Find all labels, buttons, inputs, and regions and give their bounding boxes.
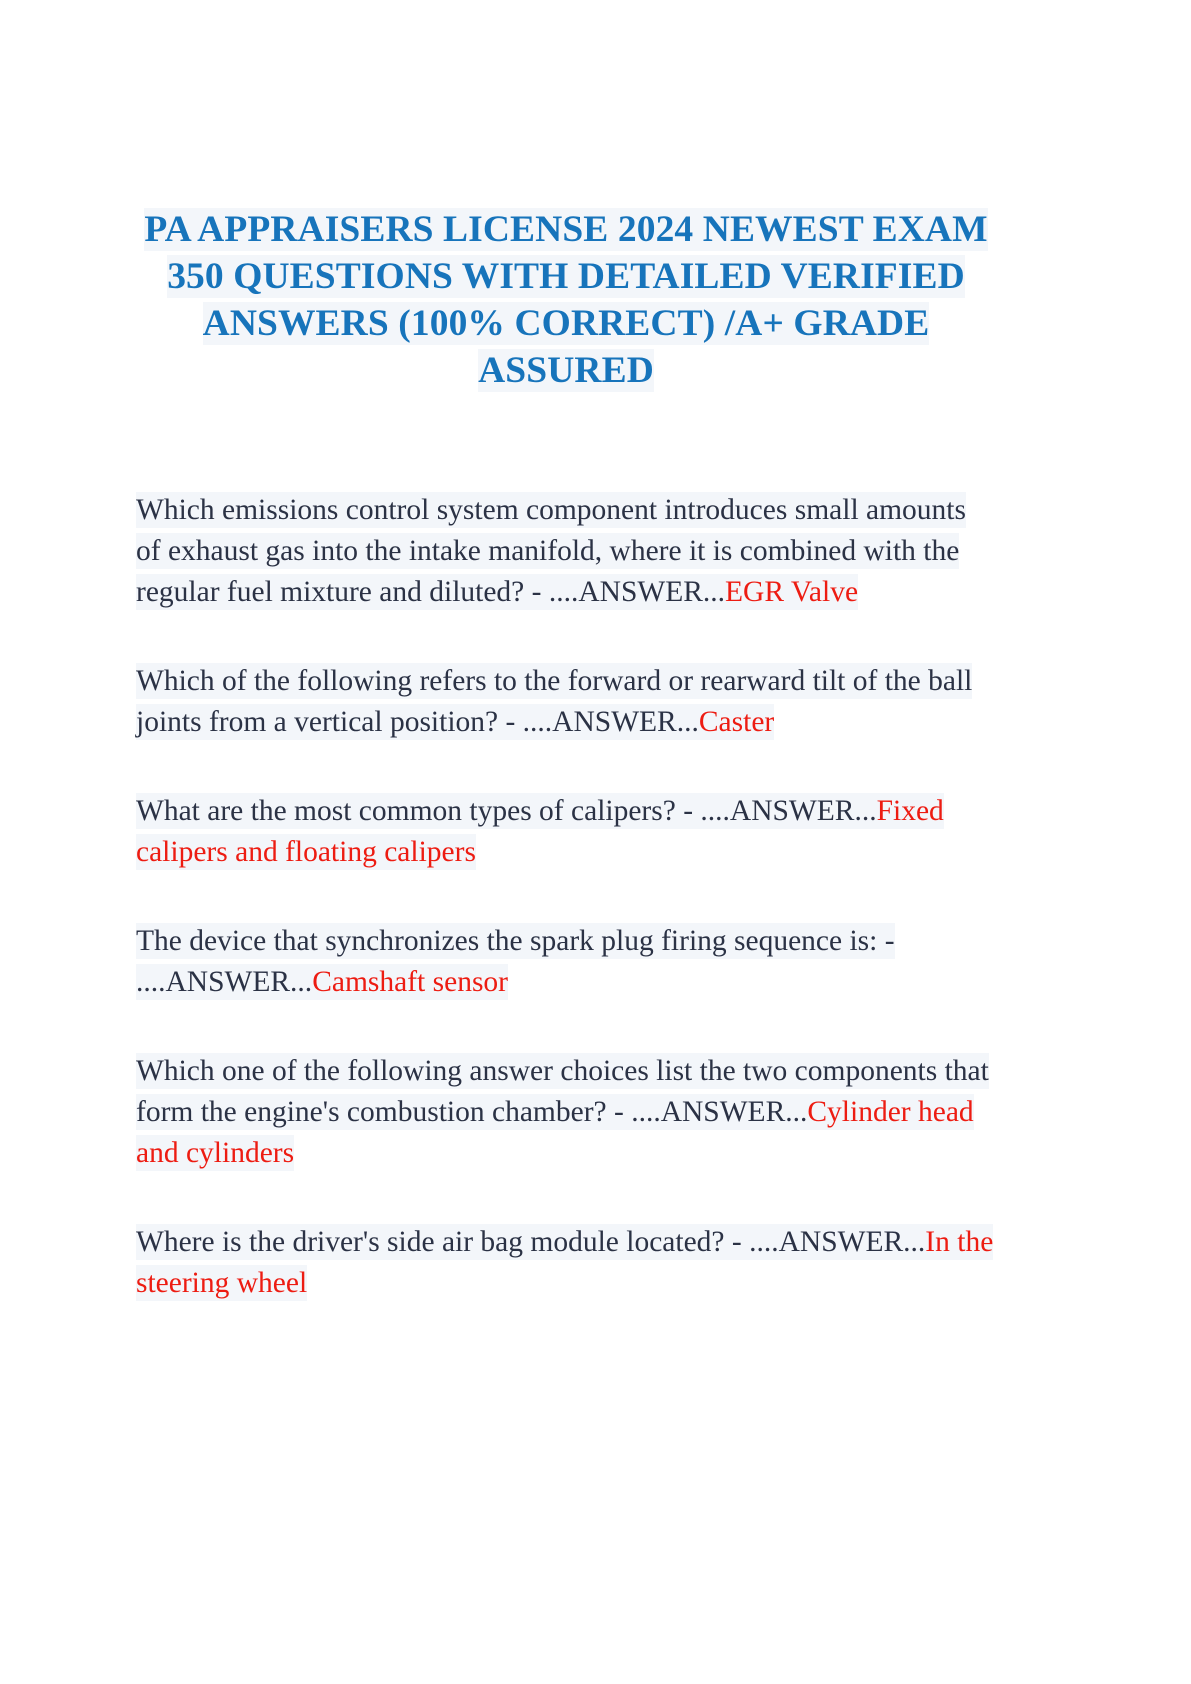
qa-highlighted-text bbox=[136, 1053, 989, 1171]
page-title bbox=[136, 0, 996, 394]
question-text: Which of the following refers to the forward or rearward tilt of the ball joints from a vertical position? - ....ANSWER... bbox=[136, 665, 973, 738]
qa-highlighted-text bbox=[136, 923, 895, 1000]
answer-text: Fixed calipers and floating calipers bbox=[136, 795, 944, 868]
qa-list bbox=[136, 394, 996, 1304]
qa-block bbox=[136, 490, 996, 613]
qa-highlighted-text bbox=[136, 1224, 993, 1301]
qa-highlighted-text bbox=[136, 793, 944, 870]
answer-text: Camshaft sensor bbox=[312, 966, 508, 998]
qa-highlighted-text bbox=[136, 492, 966, 610]
question-text: The device that synchronizes the spark plug firing sequence is: - ....ANSWER... bbox=[136, 925, 895, 998]
question-text: Which one of the following answer choices list the two components that form the engine's combustion chamber? - ....ANSWER... bbox=[136, 1055, 989, 1128]
qa-block bbox=[136, 661, 996, 743]
qa-block bbox=[136, 1051, 996, 1174]
page-title-text: PA APPRAISERS LICENSE 2024 NEWEST EXAM 350 QUESTIONS WITH DETAILED VERIFIED ANSWERS (100% CORRECT) /A+ GRADE ASSURED bbox=[144, 209, 988, 391]
qa-block bbox=[136, 791, 996, 873]
answer-text: Cylinder head and cylinders bbox=[136, 1096, 974, 1169]
answer-text: In the steering wheel bbox=[136, 1226, 994, 1299]
question-text: What are the most common types of calipers? - ....ANSWER... bbox=[136, 795, 877, 827]
qa-block bbox=[136, 1222, 996, 1304]
answer-text: EGR Valve bbox=[725, 576, 859, 608]
qa-highlighted-text bbox=[136, 663, 972, 740]
page-content-column bbox=[136, 0, 996, 1304]
answer-text: Caster bbox=[698, 706, 775, 738]
question-text: Which emissions control system component introduces small amounts of exhaust gas into the intake manifold, where it is combined with the regular fuel mixture and diluted? - ....ANSWER... bbox=[136, 494, 966, 608]
qa-block bbox=[136, 921, 996, 1003]
question-text: Where is the driver's side air bag module located? - ....ANSWER... bbox=[136, 1226, 926, 1258]
